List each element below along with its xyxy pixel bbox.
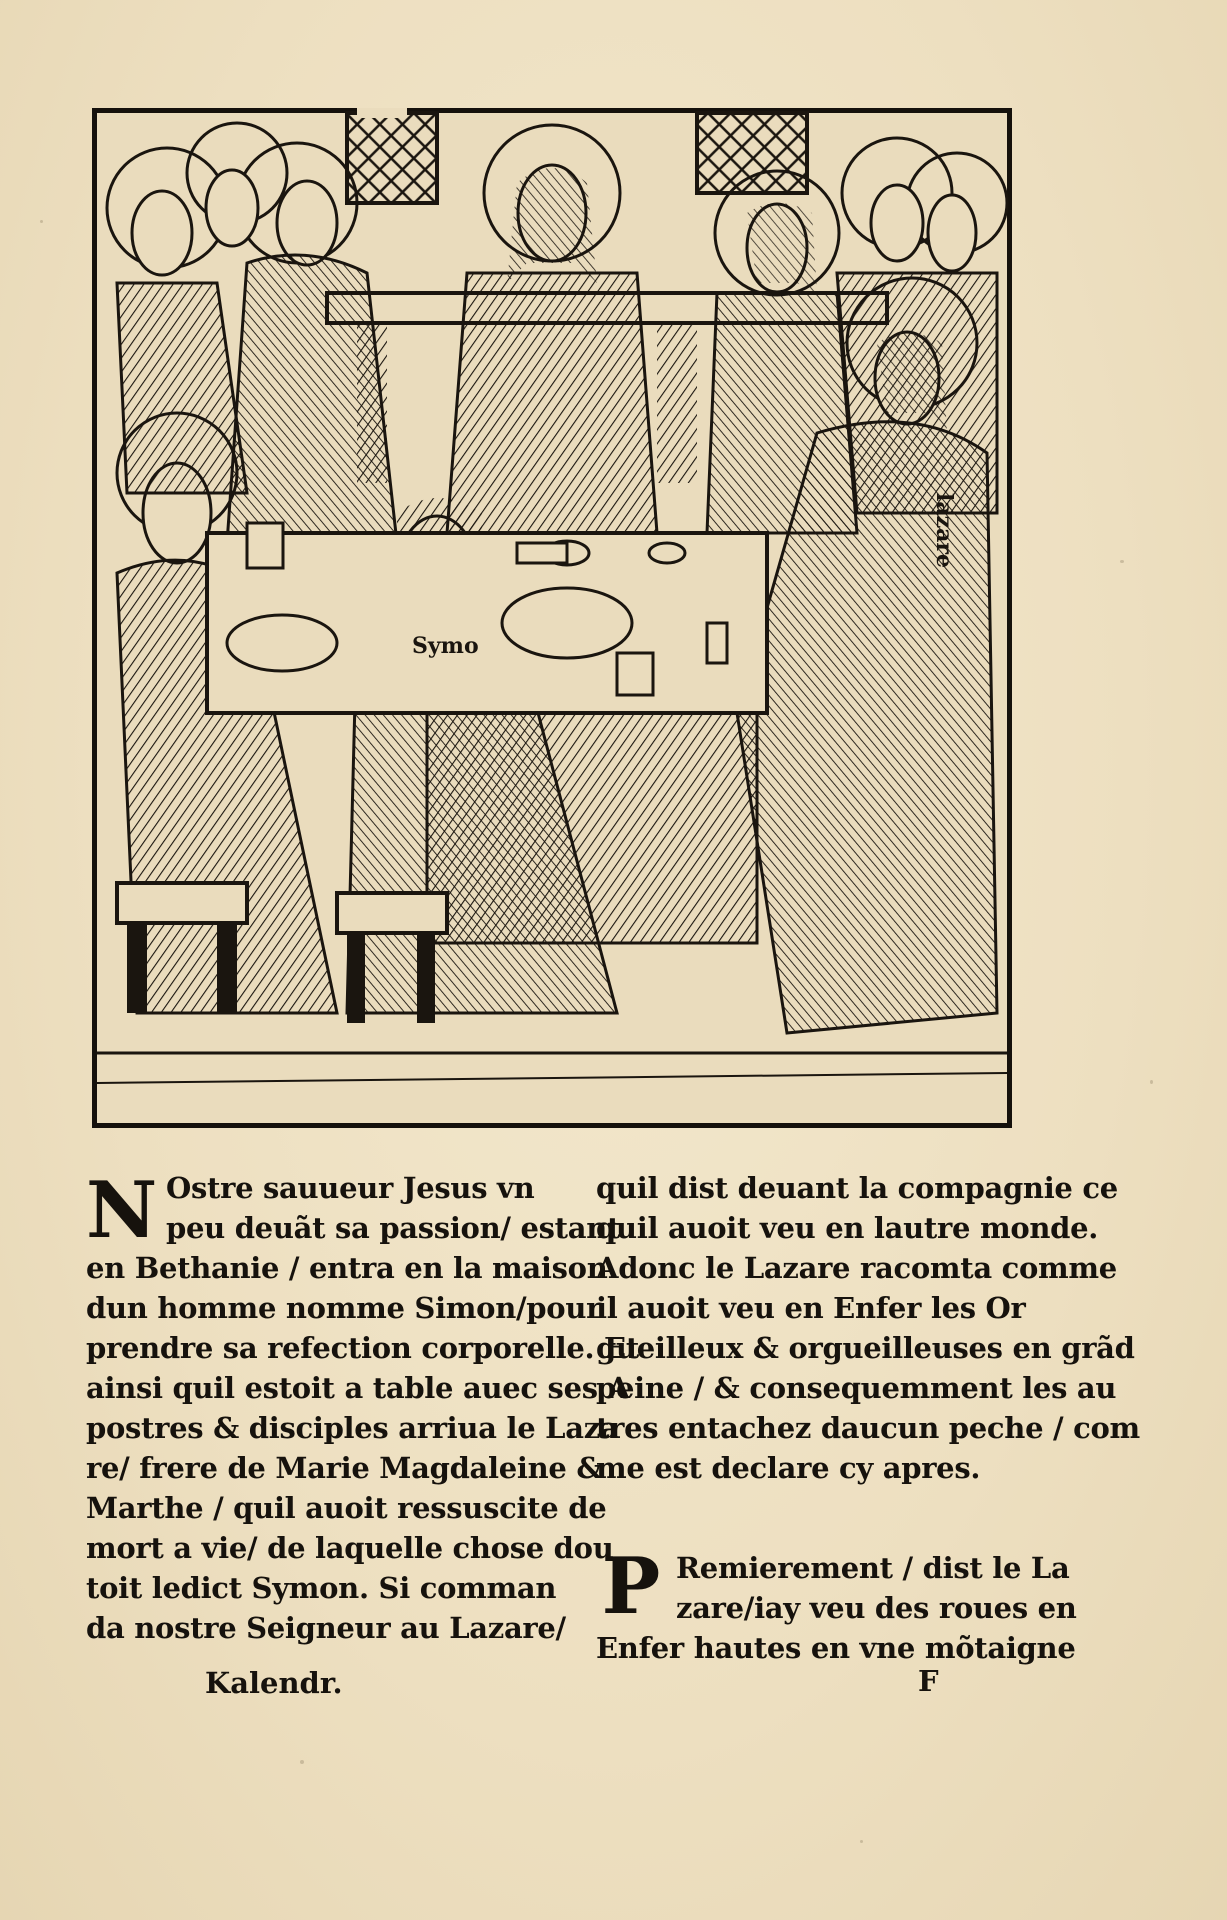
paper-speck — [1120, 560, 1124, 563]
text-line: Remierement / dist le La — [676, 1551, 1070, 1585]
paper-speck — [40, 220, 43, 223]
text-line: Ostre sauueur Jesus vn — [166, 1171, 535, 1205]
text-line: Enfer hautes en vne mõtaigne — [596, 1631, 1076, 1665]
drop-cap-p: P — [601, 1541, 661, 1632]
paper-speck — [1150, 1080, 1153, 1084]
text-line: dun homme nomme Simon/pour — [86, 1291, 602, 1325]
text-line: da nostre Seigneur au Lazare/ — [86, 1611, 566, 1645]
left-text-column — [86, 1165, 639, 1648]
right-text-column — [596, 1168, 1140, 1668]
text-line: prendre sa refection corporelle. Et — [86, 1331, 639, 1365]
simon-scroll-label: Symo — [412, 633, 479, 659]
signature-mark: F — [918, 1664, 939, 1698]
text-line: Adonc le Lazare racomta comme — [596, 1251, 1117, 1285]
text-line: toit ledict Symon. Si comman — [86, 1571, 557, 1605]
catchword: Kalendr. — [205, 1666, 343, 1700]
drop-cap-n: N — [86, 1165, 158, 1256]
text-line: peine / & consequemment les au — [596, 1371, 1117, 1405]
text-line: postres & disciples arriua le Laza — [86, 1411, 619, 1445]
text-line: quil dist deuant la compagnie ce — [596, 1171, 1118, 1205]
woodcut-image — [97, 113, 1007, 1123]
lazarus-scroll-label: lazare — [931, 493, 957, 568]
text-line: tres entachez daucun peche / com — [596, 1411, 1140, 1445]
text-line: Marthe / quil auoit ressuscite de — [86, 1491, 607, 1525]
paper-speck — [300, 1760, 304, 1764]
text-line: gueilleux & orgueilleuses en grãd — [596, 1331, 1135, 1365]
text-line: quil auoit veu en lautre monde. — [596, 1211, 1099, 1245]
woodcut-illustration — [92, 108, 1012, 1128]
text-line: en Bethanie / entra en la maison — [86, 1251, 608, 1285]
text-line: mort a vie/ de laquelle chose dou — [86, 1531, 614, 1565]
text-line: peu deuãt sa passion/ estant — [166, 1211, 621, 1245]
text-line: zare/iay veu des roues en — [676, 1591, 1077, 1625]
paragraph-gap — [596, 1488, 1066, 1548]
text-line: il auoit veu en Enfer les Or — [596, 1291, 1026, 1325]
text-line: re/ frere de Marie Magdaleine & — [86, 1451, 603, 1485]
text-line: ainsi quil estoit a table auec ses A — [86, 1371, 630, 1405]
paper-speck — [860, 1840, 863, 1843]
text-line: me est declare cy apres. — [596, 1451, 981, 1485]
